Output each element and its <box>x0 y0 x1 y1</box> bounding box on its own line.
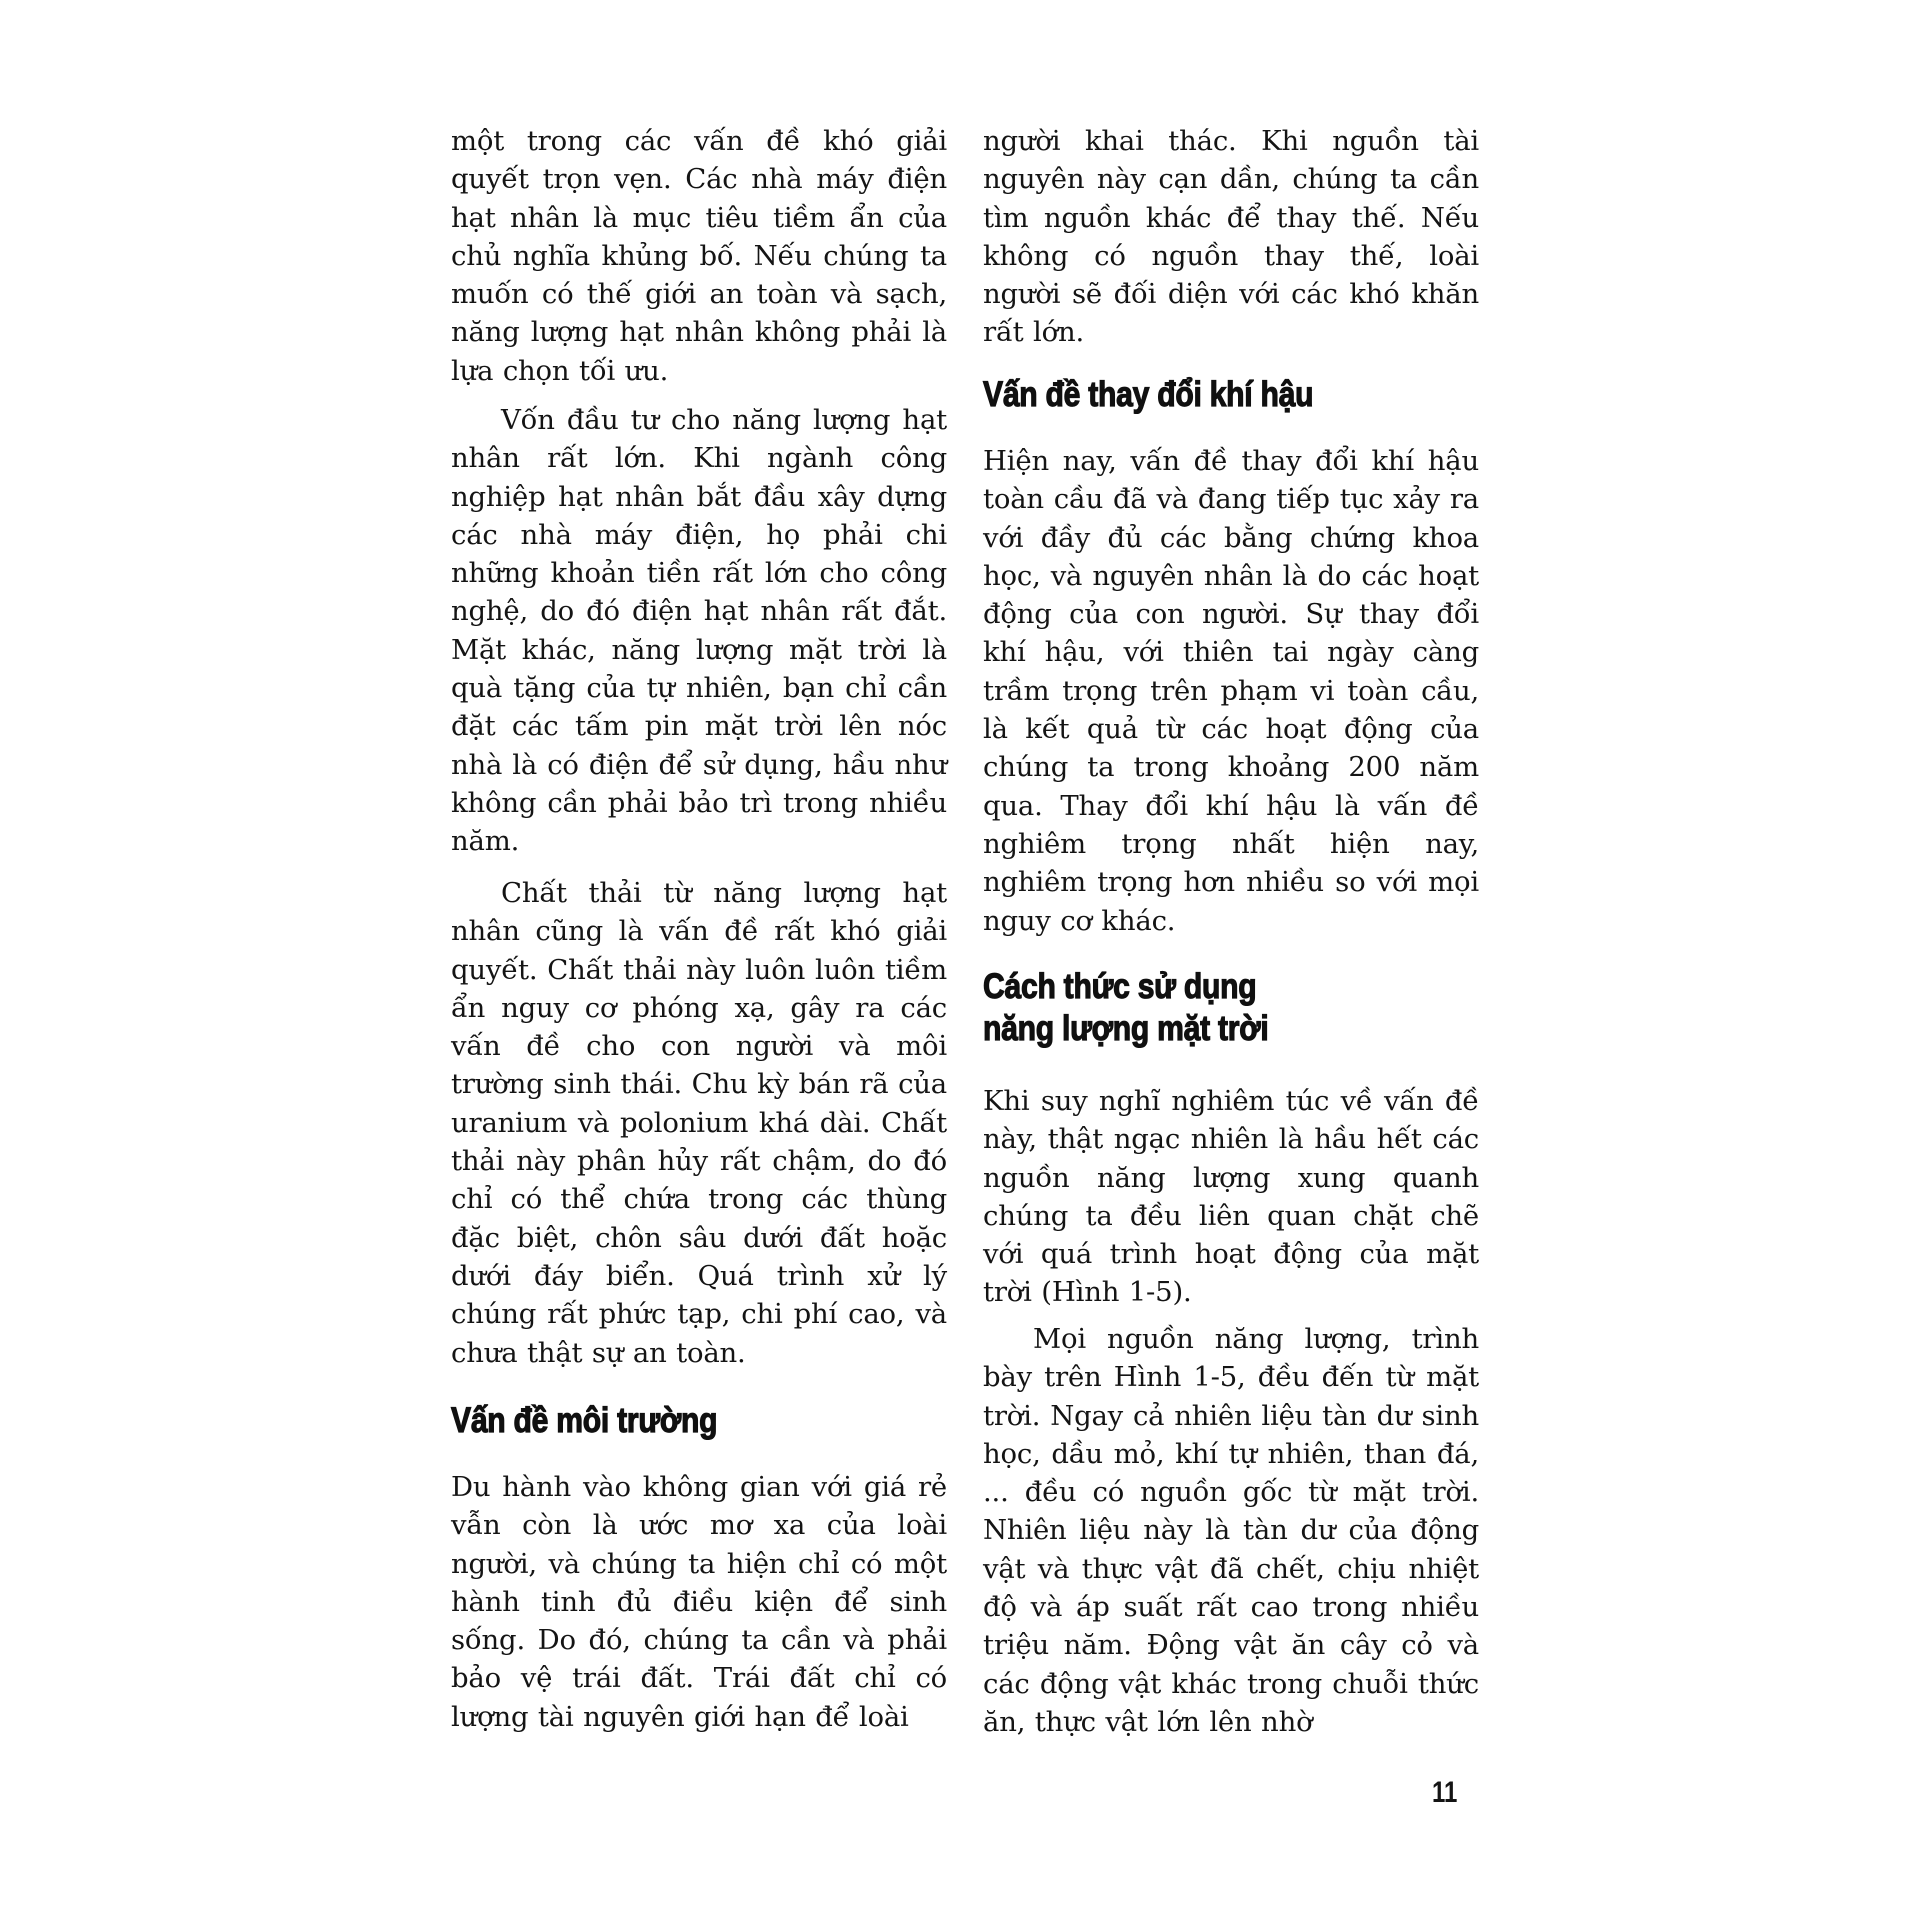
paragraph-solar-origin: Mọi nguồn năng lượng, trình bày trên Hình 1-5, đều đến từ mặt trời. Ngay cả nhiên liệu tàn dư sinh học, dầu mỏ, khí tự nhiên, than đá, ... đều có nguồn gốc từ mặt trời. Nhiên liệu này là tàn dư của động vật và thực vật đã chết, chịu nhiệt độ và áp suất rất cao trong nhiều triệu năm. Động vật ăn cây cỏ và các động vật khác trong chuỗi thức ăn, thực vật lớn lên nhờ <box>983 1323 1479 1738</box>
paragraph-nuclear-waste: Chất thải từ năng lượng hạt nhân cũng là vấn đề rất khó giải quyết. Chất thải này luôn luôn tiềm ẩn nguy cơ phóng xạ, gây ra các vấn đề cho con người và môi trường sinh thái. Chu kỳ bán rã của uranium và polonium khá dài. Chất thải này phân hủy rất chậm, do đó chỉ có thể chứa trong các thùng đặc biệt, chôn sâu dưới đất hoặc dưới đáy biển. Quá trình xử lý chúng rất phức tạp, chi phí cao, và chưa thật sự an toàn. <box>451 877 947 1369</box>
paragraph-nuclear-cost: Vốn đầu tư cho năng lượng hạt nhân rất lớn. Khi ngành công nghiệp hạt nhân bắt đầu xây dựng các nhà máy điện, họ phải chi những khoản tiền rất lớn cho công nghệ, do đó điện hạt nhân rất đắt. Mặt khác, năng lượng mặt trời là quà tặng của tự nhiên, bạn chỉ cần đặt các tấm pin mặt trời lên nóc nhà là có điện để sử dụng, hầu như không cần phải bảo trì trong nhiều năm. <box>451 404 947 858</box>
heading-solar-usage-line-1: Cách thức sử dụng <box>983 967 1257 1006</box>
paragraph-resources: người khai thác. Khi nguồn tài nguyên này cạn dần, chúng ta cần tìm nguồn khác để thay thế. Nếu không có nguồn thay thế, loài người sẽ đối diện với các khó khăn rất lớn. <box>983 125 1479 349</box>
heading-environment: Vấn đề môi trường <box>451 1401 718 1440</box>
heading-solar-usage-line-2: năng lượng mặt trời <box>983 1009 1269 1048</box>
heading-solar-usage <box>983 966 1315 1050</box>
page-number: 11 <box>1432 1776 1458 1809</box>
paragraph-environment: Du hành vào không gian với giá rẻ vẫn còn là ước mơ xa của loài người, và chúng ta hiện chỉ có một hành tinh đủ điều kiện để sinh sống. Do đó, chúng ta cần và phải bảo vệ trái đất. Trái đất chỉ có lượng tài nguyên giới hạn để loài <box>451 1471 947 1733</box>
paragraph-climate-change: Hiện nay, vấn đề thay đổi khí hậu toàn cầu đã và đang tiếp tục xảy ra với đầy đủ các bằng chứng khoa học, và nguyên nhân là do các hoạt động của con người. Sự thay đổi khí hậu, với thiên tai ngày càng trầm trọng trên phạm vi toàn cầu, là kết quả từ các hoạt động của chúng ta trong khoảng 200 năm qua. Thay đổi khí hậu là vấn đề nghiêm trọng nhất hiện nay, nghiêm trọng hơn nhiều so với mọi nguy cơ khác. <box>983 445 1479 937</box>
paragraph-nuclear-safety: một trong các vấn đề khó giải quyết trọn vẹn. Các nhà máy điện hạt nhân là mục tiêu tiềm ẩn của chủ nghĩa khủng bố. Nếu chúng ta muốn có thế giới an toàn và sạch, năng lượng hạt nhân không phải là lựa chọn tối ưu. <box>451 125 947 387</box>
paragraph-solar-intro: Khi suy nghĩ nghiêm túc về vấn đề này, thật ngạc nhiên là hầu hết các nguồn năng lượng xung quanh chúng ta đều liên quan chặt chẽ với quá trình hoạt động của mặt trời (Hình 1-5). <box>983 1085 1479 1309</box>
heading-climate-change: Vấn đề thay đổi khí hậu <box>983 375 1314 414</box>
